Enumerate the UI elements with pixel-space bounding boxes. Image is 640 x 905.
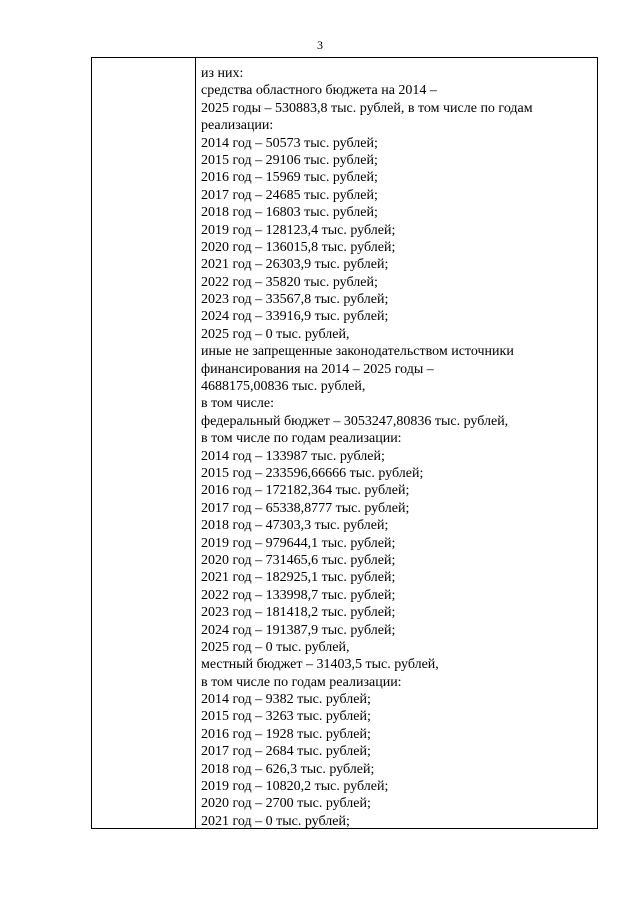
text-line: 2023 год – 181418,2 тыс. рублей; [201, 605, 396, 621]
text-line: 2015 год – 233596,66666 тыс. рублей; [201, 465, 424, 481]
text-line: из них: [201, 66, 244, 81]
text-line: 2018 год – 626,3 тыс. рублей; [201, 761, 375, 777]
text-line: 2014 год – 133987 тыс. рублей; [201, 448, 385, 464]
page-number: 3 [317, 38, 323, 52]
text-line: местный бюджет – 31403,5 тыс. рублей, [201, 657, 439, 673]
text-line: 2020 год – 2700 тыс. рублей; [201, 796, 371, 812]
text-line: 2018 год – 16803 тыс. рублей; [201, 205, 378, 221]
text-line: 2022 год – 35820 тыс. рублей; [201, 274, 378, 290]
text-line: 2014 год – 9382 тыс. рублей; [201, 692, 371, 708]
text-line: 2014 год – 50573 тыс. рублей; [201, 135, 378, 151]
text-line: 2017 год – 2684 тыс. рублей; [201, 744, 371, 760]
text-line: 2019 год – 10820,2 тыс. рублей; [201, 779, 389, 795]
text-line: 2019 год – 979644,1 тыс. рублей; [201, 535, 396, 551]
text-line: федеральный бюджет – 3053247,80836 тыс. рублей, [201, 413, 509, 429]
text-line: 2015 год – 3263 тыс. рублей; [201, 709, 371, 725]
text-line: 2024 год – 191387,9 тыс. рублей; [201, 622, 396, 638]
text-line: 2015 год – 29106 тыс. рублей; [201, 152, 378, 168]
table-right-cell [201, 65, 591, 830]
text-line: 2020 год – 136015,8 тыс. рублей; [201, 239, 396, 255]
text-line: 2022 год – 133998,7 тыс. рублей; [201, 587, 396, 603]
text-line: 2016 год – 15969 тыс. рублей; [201, 170, 378, 186]
text-line: 2025 год – 0 тыс. рублей, [201, 639, 350, 655]
text-line: 2019 год – 128123,4 тыс. рублей; [201, 222, 396, 238]
table-left-cell [92, 58, 195, 828]
text-line: 2021 год – 182925,1 тыс. рублей; [201, 570, 396, 586]
text-line: 2025 год – 0 тыс. рублей, [201, 326, 350, 342]
text-line: 2017 год – 65338,8777 тыс. рублей; [201, 500, 410, 516]
text-line: 2017 год – 24685 тыс. рублей; [201, 187, 378, 203]
text-line: финансирования на 2014 – 2025 годы – [201, 361, 434, 377]
text-line: 2023 год – 33567,8 тыс. рублей; [201, 292, 389, 308]
text-line: 2021 год – 0 тыс. рублей; [201, 813, 350, 829]
text-line: 2021 год – 26303,9 тыс. рублей; [201, 257, 389, 273]
text-line: 2016 год – 1928 тыс. рублей; [201, 726, 371, 742]
text-line: средства областного бюджета на 2014 – [201, 83, 437, 99]
text-line: 2024 год – 33916,9 тыс. рублей; [201, 309, 389, 325]
text-line: в том числе по годам реализации: [201, 674, 402, 690]
document-table [91, 57, 598, 829]
text-line: реализации: [201, 118, 274, 134]
text-line: 4688175,00836 тыс. рублей, [201, 379, 366, 395]
text-line: в том числе по годам реализации: [201, 431, 402, 447]
text-line: 2016 год – 172182,364 тыс. рублей; [201, 483, 410, 499]
text-line: иные не запрещенные законодательством источники [201, 344, 514, 360]
text-line: 2018 год – 47303,3 тыс. рублей; [201, 518, 389, 534]
column-divider [195, 58, 196, 828]
text-line: 2020 год – 731465,6 тыс. рублей; [201, 552, 396, 568]
text-line: в том числе: [201, 396, 274, 412]
text-line: 2025 годы – 530883,8 тыс. рублей, в том числе по годам [201, 100, 533, 116]
